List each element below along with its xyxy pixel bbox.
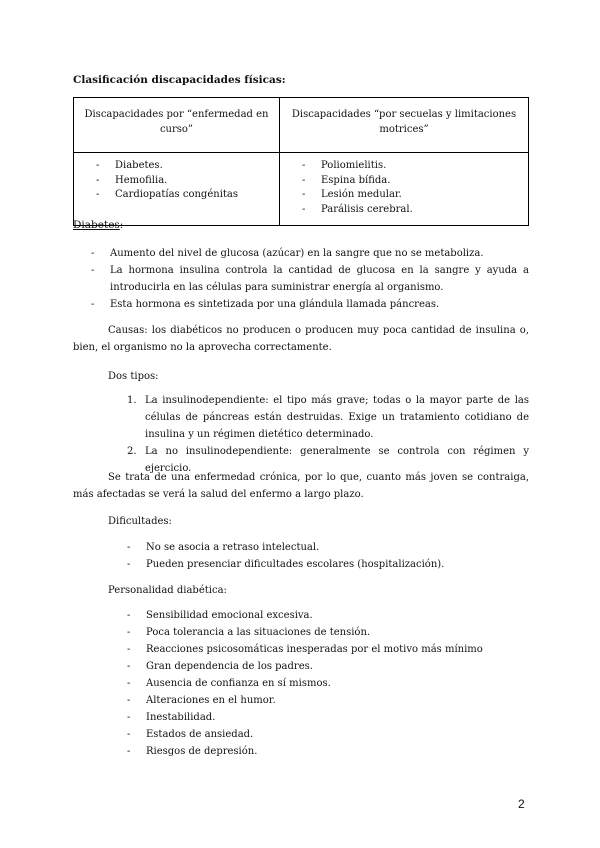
list-item: - Gran dependencia de los padres. (127, 658, 529, 675)
list-item: - Inestabilidad. (127, 709, 529, 726)
list-item: - Pueden presenciar dificultades escolares (hospitalización). (127, 556, 529, 573)
table-cell-left (74, 153, 280, 226)
list-item: - No se asocia a retraso intelectual. (127, 539, 529, 556)
personalidad-list (127, 607, 529, 760)
tipos-list (127, 392, 529, 477)
list-item: - Poliomielitis. (302, 159, 528, 174)
list-item: - Alteraciones en el humor. (127, 692, 529, 709)
list-text: La insulinodependiente: el tipo más grave; todas o la mayor parte de las células de páncreas están destruidas. Exige un tratamiento cotidiano de insulina y un régimen dietético determinado. (145, 395, 529, 440)
list-item: - Sensibilidad emocional excesiva. (127, 607, 529, 624)
tipos-label: Dos tipos: (108, 371, 159, 382)
list-number: 1. (127, 395, 137, 406)
causas-paragraph: Causas: los diabéticos no producen o producen muy poca cantidad de insulina o, bien, el organismo no la aprovecha correctamente. (73, 325, 529, 353)
list-item: - Cardiopatías congénitas (96, 188, 279, 203)
dificultades-label: Dificultades: (108, 516, 172, 527)
page-number: 2 (518, 797, 525, 811)
diabetes-heading (73, 219, 123, 231)
personalidad-label: Personalidad diabética: (108, 585, 227, 596)
list-item: - Poca tolerancia a las situaciones de tensión. (127, 624, 529, 641)
list-item: - Parálisis cerebral. (302, 203, 528, 218)
list-item: - Riesgos de depresión. (127, 743, 529, 760)
list-item: - Ausencia de confianza en sí mismos. (127, 675, 529, 692)
section-title: Clasificación discapacidades físicas: (73, 74, 286, 86)
table-header-left: Discapacidades por “enfermedad en curso” (74, 98, 280, 153)
diabetes-bullets (91, 245, 529, 313)
list-item: - Diabetes. (96, 159, 279, 174)
diabetes-heading-text: Diabetes (73, 219, 120, 231)
cronica-paragraph: Se trata de una enfermedad crónica, por lo que, cuanto más joven se contraiga, más afectadas se verá la salud del enfermo a largo plazo. (73, 472, 529, 500)
classification-table (73, 97, 529, 226)
table-header-right: Discapacidades “por secuelas y limitaciones motrices” (279, 98, 528, 153)
list-item: - Espina bífida. (302, 174, 528, 189)
list-item: - Estados de ansiedad. (127, 726, 529, 743)
list-item: - Lesión medular. (302, 188, 528, 203)
list-item: - Hemofilia. (96, 174, 279, 189)
list-item: - Reacciones psicosomáticas inesperadas por el motivo más mínimo (127, 641, 529, 658)
list-number: 2. (127, 446, 137, 457)
table-cell-right (279, 153, 528, 226)
list-text: La no insulinodependiente: generalmente se controla con régimen y ejercicio. (145, 446, 529, 474)
list-item: - Esta hormona es sintetizada por una glándula llamada páncreas. (91, 296, 529, 313)
list-item: - Aumento del nivel de glucosa (azúcar) en la sangre que no se metaboliza. (91, 245, 529, 262)
diabetes-heading-colon: : (119, 219, 124, 231)
list-item (127, 392, 529, 443)
dificultades-list (127, 539, 529, 573)
list-item: - La hormona insulina controla la cantidad de glucosa en la sangre y ayuda a introducirla en las células para suministrar energía al organismo. (91, 262, 529, 296)
